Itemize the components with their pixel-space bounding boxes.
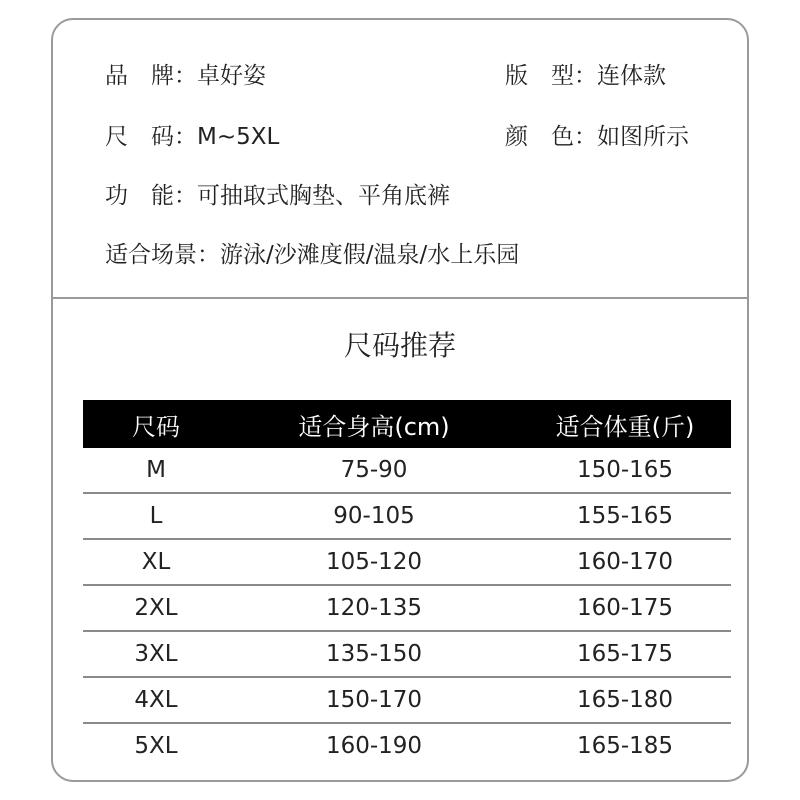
cell-size: 3XL: [83, 631, 229, 677]
table-row: [83, 448, 731, 493]
cell-size: 2XL: [83, 585, 229, 631]
cell-size: L: [83, 493, 229, 539]
cell-height: 75-90: [229, 448, 519, 493]
attr-size: [105, 119, 279, 155]
table-row: [83, 631, 731, 677]
cell-size: 4XL: [83, 677, 229, 723]
table-row: [83, 493, 731, 539]
attr-scene-label: 适合场景：: [105, 242, 220, 268]
cell-size: XL: [83, 539, 229, 585]
attr-color-value: 如图所示: [597, 124, 689, 150]
attr-style: [505, 58, 666, 94]
attr-function-value: 可抽取式胸垫、平角底裤: [197, 183, 450, 209]
cell-height: 90-105: [229, 493, 519, 539]
cell-height: 135-150: [229, 631, 519, 677]
cell-size: 5XL: [134, 733, 178, 759]
cell-weight: 165-175: [519, 631, 731, 677]
cell-weight: 165-180: [519, 677, 731, 723]
attr-brand-label: 品 牌：: [105, 63, 197, 89]
section-divider: [53, 297, 747, 299]
table-row: [83, 539, 731, 585]
attr-scene-value: 游泳/沙滩度假/温泉/水上乐园: [220, 242, 520, 268]
table-row: [83, 585, 731, 631]
attr-function-label: 功 能：: [105, 183, 197, 209]
cell-height: 150-170: [229, 677, 519, 723]
attr-color-label: 颜 色：: [505, 124, 597, 150]
cell-weight: 155-165: [519, 493, 731, 539]
attr-size-label: 尺 码：: [105, 124, 197, 150]
cell-weight: 160-170: [519, 539, 731, 585]
attr-brand-value: 卓好姿: [197, 63, 266, 89]
header-height: 适合身高(cm): [229, 400, 519, 448]
cell-height: 105-120: [229, 539, 519, 585]
attr-style-value: 连体款: [597, 63, 666, 89]
attr-style-label: 版 型：: [505, 63, 597, 89]
attr-function: [105, 178, 450, 214]
attr-size-value: M~5XL: [197, 124, 280, 150]
table-row: [83, 723, 731, 768]
header-weight: 适合体重(斤): [519, 400, 731, 448]
cell-weight: 150-165: [519, 448, 731, 493]
cell-weight: 165-185: [576, 733, 674, 759]
attr-color: [505, 119, 689, 155]
size-table-header: [83, 400, 731, 448]
header-size: 尺码: [83, 400, 229, 448]
product-info-card: [51, 18, 749, 782]
attr-scene: [105, 237, 519, 273]
cell-height: 120-135: [229, 585, 519, 631]
cell-height: 160-190: [325, 733, 423, 759]
size-section-title: 尺码推荐: [343, 329, 456, 362]
attr-brand: [105, 58, 266, 94]
cell-weight: 160-175: [519, 585, 731, 631]
size-table: [83, 400, 731, 768]
cell-size: M: [83, 448, 229, 493]
table-row: [83, 677, 731, 723]
